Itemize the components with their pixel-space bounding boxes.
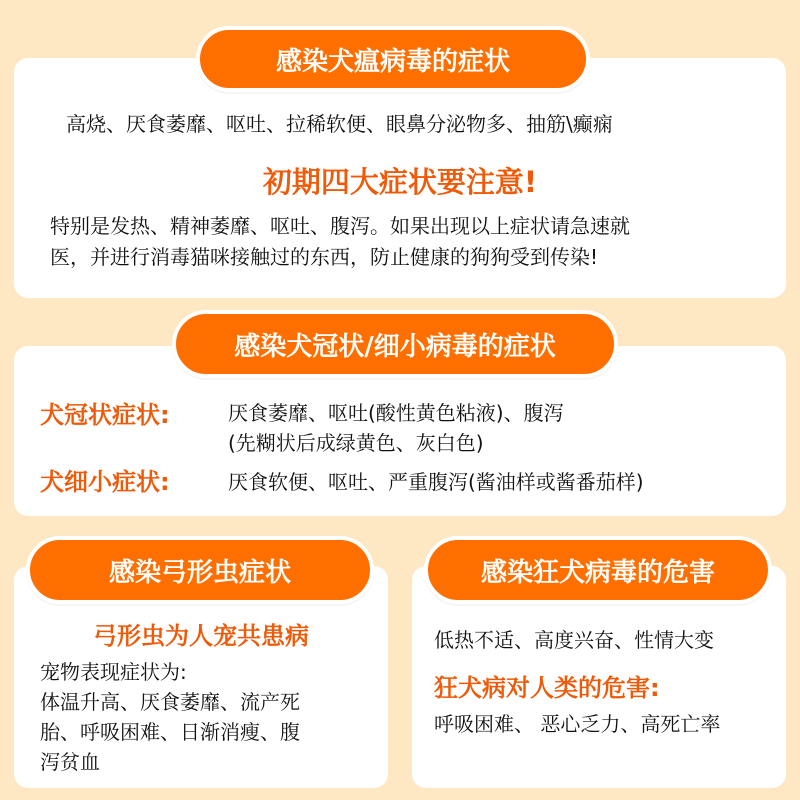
rabies-title: 感染狂犬病毒的危害 — [480, 557, 715, 588]
distemper-symptoms: 高烧、厌食萎靡、呕吐、拉稀软便、眼鼻分泌物多、抽筋\癫痫 — [66, 112, 613, 136]
rabies-line2: 呼吸困难、 恶心乏力、高死亡率 — [434, 712, 721, 736]
toxoplasma-line3: 胎、呼吸困难、日渐消瘦、腹 — [40, 720, 300, 744]
distemper-warning-title: 初期四大症状要注意! — [262, 165, 538, 199]
parvo-label: 犬细小症状: — [40, 468, 170, 496]
corona-symptoms-line2: (先糊状后成绿黄色、灰白色) — [228, 431, 484, 455]
rabies-title-pill — [424, 536, 772, 604]
toxoplasma-title: 感染弓形虫症状 — [108, 557, 291, 588]
toxoplasma-line1: 宠物表现症状为: — [40, 660, 187, 684]
rabies-subtitle: 狂犬病对人类的危害: — [434, 674, 660, 702]
corona-parvo-title: 感染犬冠状/细小病毒的症状 — [234, 331, 556, 362]
corona-symptoms-line1: 厌食萎靡、呕吐(酸性黄色粘液)、腹泻 — [228, 401, 564, 425]
distemper-title: 感染犬瘟病毒的症状 — [275, 46, 510, 77]
corona-parvo-title-pill — [172, 310, 618, 378]
toxoplasma-line2: 体温升高、厌食萎靡、流产死 — [40, 690, 300, 714]
toxoplasma-subtitle: 弓形虫为人宠共患病 — [93, 622, 309, 650]
distemper-warning-line1: 特别是发热、精神萎靡、呕吐、腹泻。如果出现以上症状请急速就 — [50, 214, 630, 238]
rabies-line1: 低热不适、高度兴奋、性情大变 — [434, 628, 714, 652]
toxoplasma-line4: 泻贫血 — [40, 750, 100, 774]
parvo-symptoms-line1: 厌食软便、呕吐、严重腹泻(酱油样或酱番茄样) — [228, 470, 644, 494]
toxoplasma-title-pill — [26, 536, 374, 604]
distemper-title-pill — [196, 26, 590, 92]
corona-label: 犬冠状症状: — [40, 401, 170, 429]
distemper-warning-line2: 医，并进行消毒猫咪接触过的东西，防止健康的狗狗受到传染! — [50, 245, 599, 269]
